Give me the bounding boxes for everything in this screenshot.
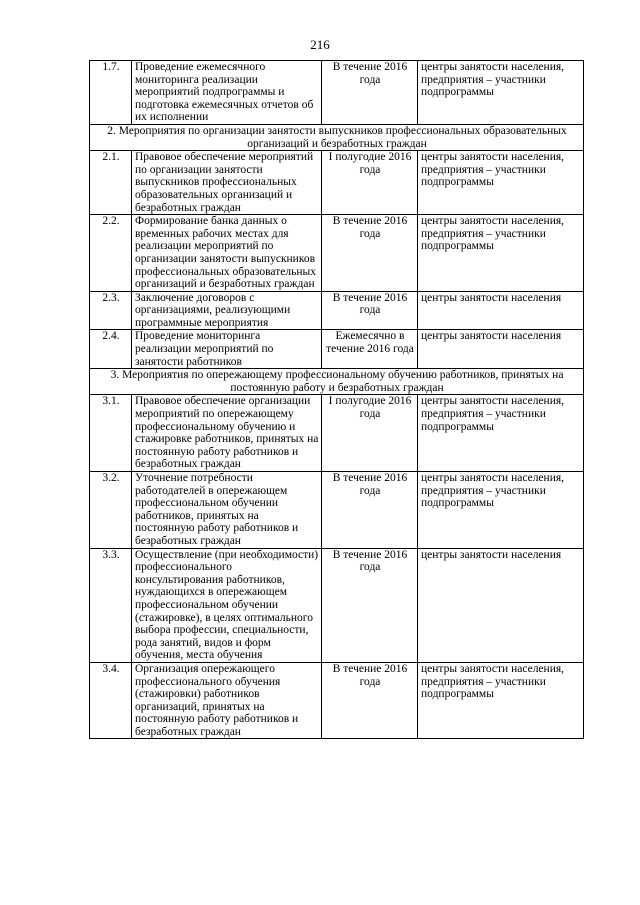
item-description: Правовое обеспечение мероприятий по организации занятости выпускников профессиональных образовательных организаций и безработных граждан [132, 151, 322, 215]
item-description: Заключение договоров с организациями, реализующими программные мероприятия [132, 291, 322, 330]
item-executors: центры занятости населения [418, 548, 584, 662]
item-executors: центры занятости населения, предприятия – участники подпрограммы [418, 151, 584, 215]
activities-table-body [90, 61, 584, 739]
section-title: 3. Мероприятия по опережающему профессиональному обучению работников, принятых на постоянную работу и безработных граждан [90, 369, 584, 395]
table-row [90, 291, 584, 330]
item-number: 2.2. [90, 215, 132, 292]
item-term: В течение 2016 года [322, 215, 418, 292]
item-number: 3.3. [90, 548, 132, 662]
item-description: Осуществление (при необходимости) профессионального консультирования работников, нуждающихся в опережающем профессиональном обучении (стажировке), в целях оптимального выбора профессии, специальности, рода занятий, видов и форм обучения, места обучения [132, 548, 322, 662]
item-number: 2.3. [90, 291, 132, 330]
item-description: Проведение мониторинга реализации мероприятий по занятости работников [132, 330, 322, 369]
page-number: 216 [310, 37, 330, 52]
table-row [90, 395, 584, 472]
activities-table [89, 60, 584, 739]
item-number: 3.4. [90, 662, 132, 739]
item-description: Правовое обеспечение организации мероприятий по опережающему профессиональному обучению и стажировке работников, принятых на постоянную работу работников и безработных граждан [132, 395, 322, 472]
table-row [90, 472, 584, 549]
item-description: Организация опережающего профессионального обучения (стажировки) работников организаций, принятых на постоянную работу работников и безработных граждан [132, 662, 322, 739]
item-executors: центры занятости населения, предприятия – участники подпрограммы [418, 61, 584, 125]
table-row [90, 61, 584, 125]
item-term: В течение 2016 года [322, 291, 418, 330]
item-number: 1.7. [90, 61, 132, 125]
item-description: Проведение ежемесячного мониторинга реализации мероприятий подпрограммы и подготовка ежемесячных отчетов об их исполнении [132, 61, 322, 125]
table-row [90, 151, 584, 215]
table-row [90, 215, 584, 292]
item-executors: центры занятости населения [418, 330, 584, 369]
item-term: В течение 2016 года [322, 61, 418, 125]
item-description: Уточнение потребности работодателей в опережающем профессиональном обучении работников, принятых на постоянную работу работников и безработных граждан [132, 472, 322, 549]
item-number: 3.2. [90, 472, 132, 549]
table-row [90, 330, 584, 369]
table-row [90, 548, 584, 662]
section-header-row [90, 124, 584, 150]
section-header-row [90, 369, 584, 395]
item-number: 3.1. [90, 395, 132, 472]
item-term: I полугодие 2016 года [322, 395, 418, 472]
item-executors: центры занятости населения, предприятия – участники подпрограммы [418, 395, 584, 472]
item-term: I полугодие 2016 года [322, 151, 418, 215]
item-number: 2.1. [90, 151, 132, 215]
section-title: 2. Мероприятия по организации занятости выпускников профессиональных образовательных организаций и безработных граждан [90, 124, 584, 150]
item-executors: центры занятости населения, предприятия – участники подпрограммы [418, 215, 584, 292]
item-term: В течение 2016 года [322, 662, 418, 739]
item-executors: центры занятости населения, предприятия – участники подпрограммы [418, 472, 584, 549]
item-number: 2.4. [90, 330, 132, 369]
item-executors: центры занятости населения [418, 291, 584, 330]
item-term: В течение 2016 года [322, 472, 418, 549]
item-term: Ежемесячно в течение 2016 года [322, 330, 418, 369]
table-row [90, 662, 584, 739]
item-executors: центры занятости населения, предприятия – участники подпрограммы [418, 662, 584, 739]
item-description: Формирование банка данных о временных рабочих местах для реализации мероприятий по организации занятости выпускников профессиональных образовательных организаций и безработных граждан [132, 215, 322, 292]
item-term: В течение 2016 года [322, 548, 418, 662]
